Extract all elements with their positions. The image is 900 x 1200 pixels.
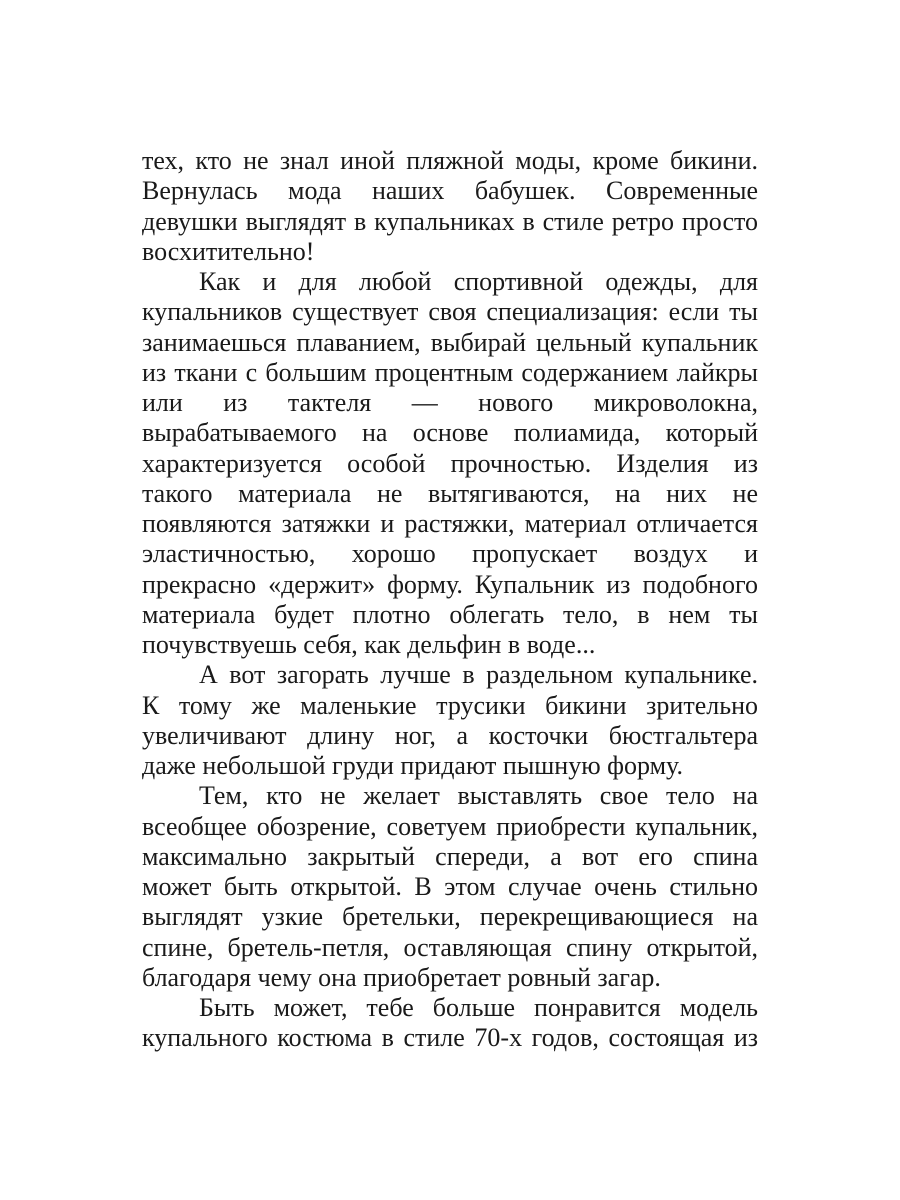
- text-line: благодаря чему она приобретает ровный загар.: [142, 962, 661, 992]
- text-line: даже небольшой груди придают пышную форму.: [142, 751, 683, 780]
- text-line: или из тактеля — нового микроволокна,: [142, 388, 758, 417]
- text-line: материала будет плотно облегать тело, в нем ты: [142, 599, 758, 629]
- text-line: Вернулась мода наших бабушек. Современные: [142, 176, 758, 206]
- text-line: купальников существует своя специализация: если ты: [142, 297, 758, 327]
- text-line: всеобщее обозрение, советуем приобрести купальник,: [142, 811, 758, 841]
- text-line: эластичностью, хорошо пропускает воздух и: [142, 539, 758, 569]
- text-line: спине, бретель-петля, оставляющая спину открытой,: [142, 932, 758, 962]
- text-line: увеличивают длину ног, а косточки бюстгальтера: [142, 720, 758, 750]
- text-line: вырабатываемого на основе полиамида, который: [142, 418, 758, 448]
- paragraph-first-line: Как и для любой спортивной одежды, для: [199, 267, 758, 296]
- text-line: занимаешься плаванием, выбирай цельный купальник: [142, 327, 758, 357]
- paragraph-first-line: А вот загорать лучше в раздельном купальнике.: [199, 660, 758, 690]
- text-line: К тому же маленькие трусики бикини зрительно: [142, 690, 758, 720]
- text-line: купального костюма в стиле 70-х годов, состоящая из: [142, 1023, 758, 1053]
- text-line: появляются затяжки и растяжки, материал отличается: [142, 509, 758, 538]
- paragraph-first-line: Тем, кто не желает выставлять свое тело на: [199, 781, 758, 811]
- text-line: максимально закрытый спереди, а вот его спина: [142, 841, 758, 871]
- text-line: характеризуется особой прочностью. Изделия из: [142, 448, 758, 478]
- text-line: почувствуешь себя, как дельфин в воде...: [142, 630, 596, 659]
- text-line: тех, кто не знал иной пляжной моды, кроме бикини.: [142, 146, 758, 175]
- text-line: прекрасно «держит» форму. Купальник из подобного: [142, 569, 758, 599]
- text-line: из ткани с большим процентным содержанием лайкры: [142, 357, 758, 387]
- text-line: девушки выглядят в купальниках в стиле ретро просто: [142, 206, 758, 236]
- body-text: [142, 146, 758, 1054]
- text-line: восхитительно!: [142, 236, 315, 266]
- text-line: такого материала не вытягиваются, на них не: [142, 478, 758, 508]
- paragraph-first-line: Быть может, тебе больше понравится модель: [199, 993, 758, 1022]
- text-line: может быть открытой. В этом случае очень стильно: [142, 872, 758, 901]
- text-line: выглядят узкие бретельки, перекрещивающиеся на: [142, 902, 758, 932]
